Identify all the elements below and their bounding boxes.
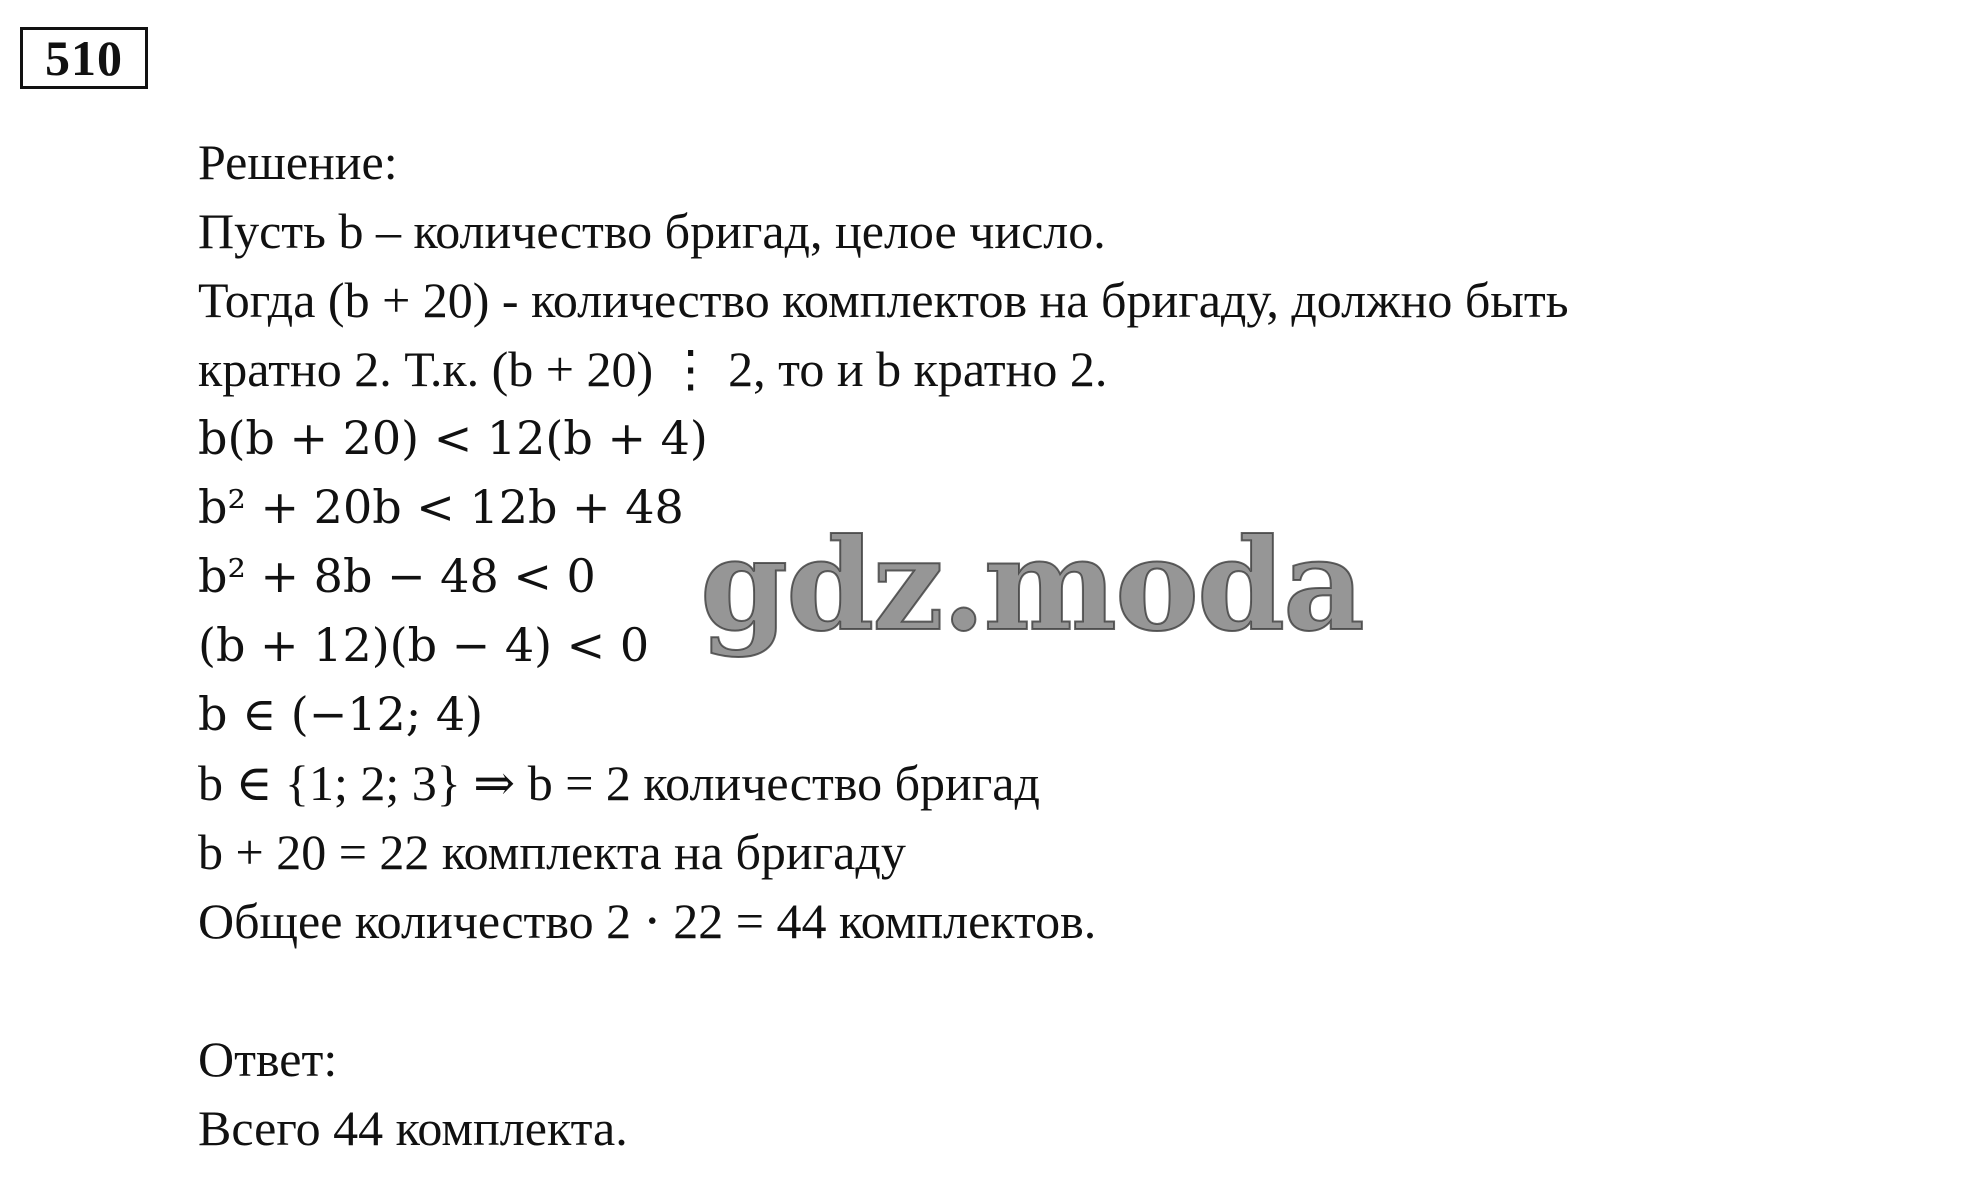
equation-line: (b + 12)(b − 4) < 0 [198,618,650,672]
answer-label: Ответ: [198,1031,338,1087]
solution-line: Общее количество 2 ⋅ 22 = 44 комплектов. [198,893,1097,949]
watermark-logo: gdz.moda [700,511,1363,659]
equation-line: b² + 8b − 48 < 0 [198,549,596,603]
solution-line: Пусть b – количество бригад, целое число. [198,203,1106,259]
solution-line: b + 20 = 22 комплекта на бригаду [198,824,906,880]
equation-line: b² + 20b < 12b + 48 [198,480,684,534]
solution-line: b ∈ {1; 2; 3} ⇒ b = 2 количество бригад [198,755,1040,811]
equation-line: b(b + 20) < 12(b + 4) [198,411,708,465]
equation-line: b ∈ (−12; 4) [198,687,484,741]
solution-heading: Решение: [198,134,398,190]
task-number-box: 510 [20,27,148,89]
solution-line: кратно 2. Т.к. (b + 20) ⋮ 2, то и b кратно 2. [198,341,1108,397]
solution-line: Тогда (b + 20) - количество комплектов на бригаду, должно быть [198,272,1569,328]
spacer [198,956,1938,1025]
answer-text: Всего 44 комплекта. [198,1100,628,1156]
